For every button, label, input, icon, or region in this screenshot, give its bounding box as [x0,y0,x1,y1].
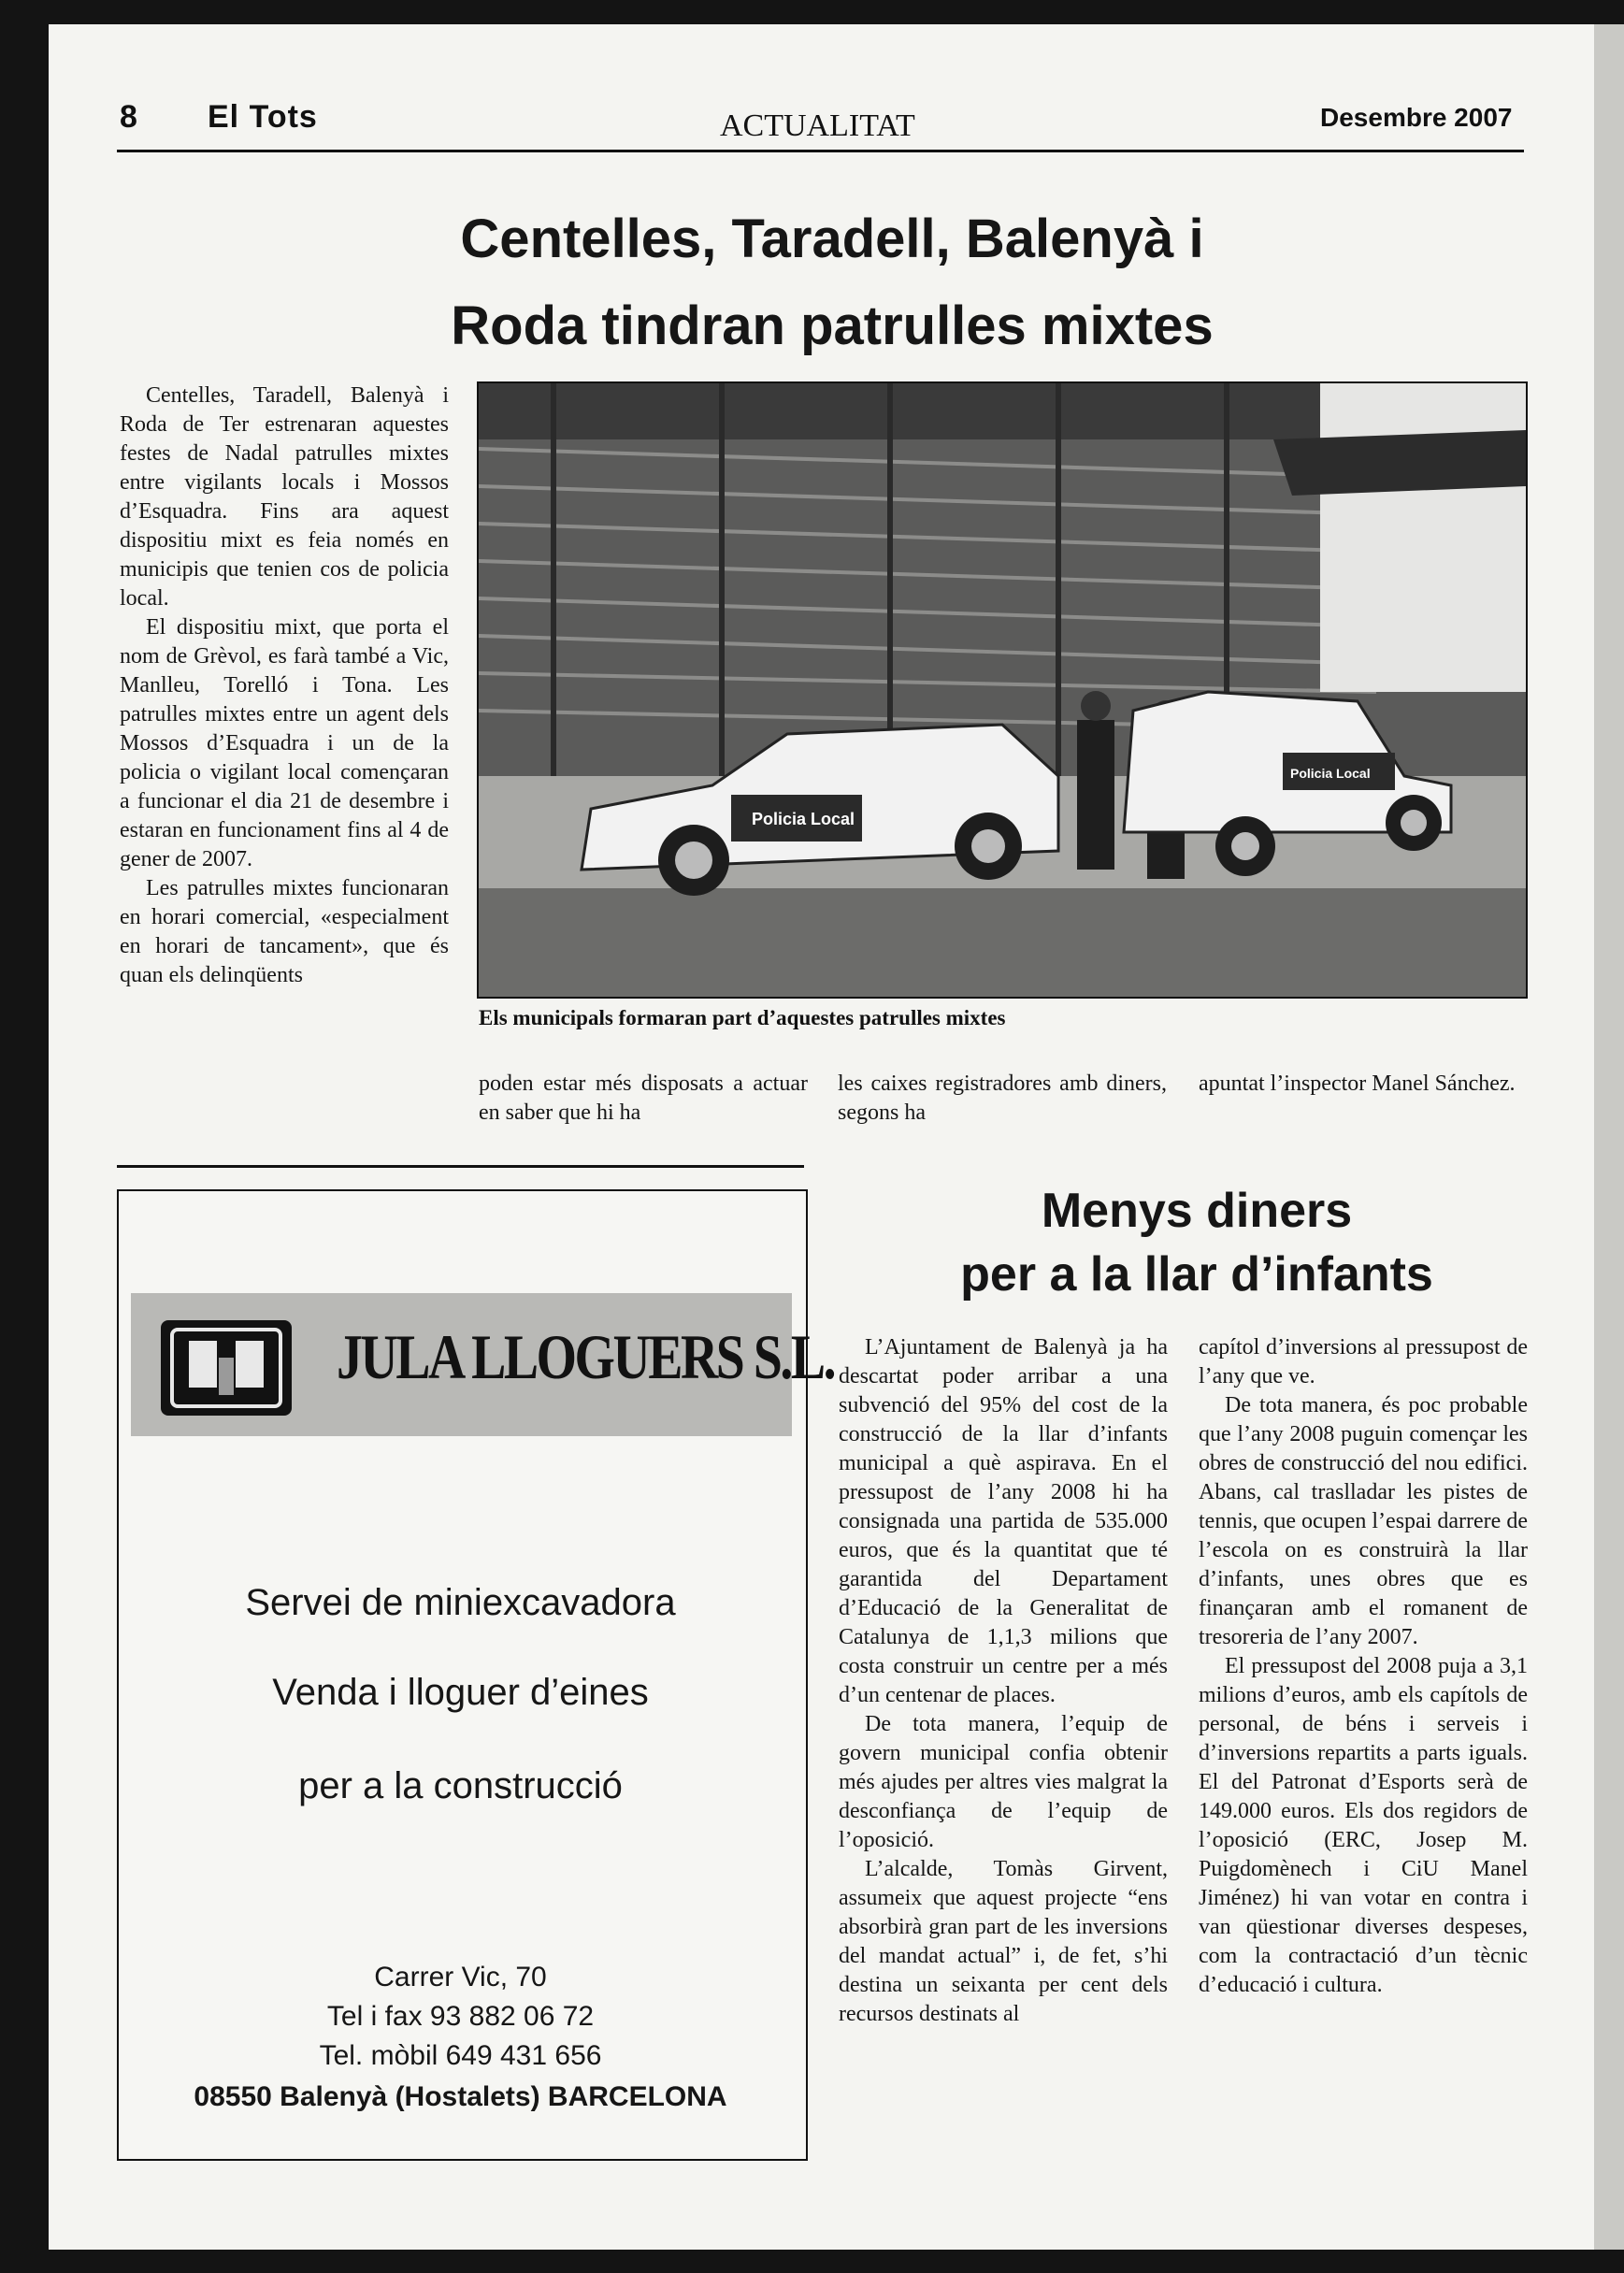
logo-graphic [161,1320,292,1416]
ad-mobile: Tel. mòbil 649 431 656 [319,2040,602,2071]
header-rule [117,150,1524,152]
paragraph: De tota manera, l’equip de govern municipal confia obtenir més ajudes per altres vies malgrat la desconfiança de l’equip de l’oposició. [839,1712,1168,1852]
paragraph: De tota manera, és poc probable que l’any 2008 puguin començar les obres de construcció del nou edifici. Abans, cal traslladar les pistes de tennis, que ocupen l’espai darrere de l’escola on es construirà la llar d’infants, unes obres que es finançaran amb el romanent de tresoreria de l’any 2007. [1199,1393,1528,1649]
paragraph: Les patrulles mixtes funcionaran en horari comercial, «especialment en horari de tancament», que és quan els delinqüents [120,876,449,987]
paragraph: poden estar més disposats a actuar en saber que hi ha [479,1072,808,1125]
company-logo [161,1320,292,1416]
ad-service-line: Servei de miniexcavadora [245,1582,676,1623]
headline-line-2: Roda tindran patrulles mixtes [451,295,1214,356]
article-column-1 [120,381,449,990]
page-number: 8 [120,99,137,135]
paragraph: El pressupost del 2008 puja a 3,1 milions d’euros, amb els capítols de personal, de béns i serveis i d’inversions repartits a parts iguals. El del Patronat d’Esports serà de 149.000 euros. Els dos regidors de l’oposició (ERC, Josep M. Puigdomènech i CiU Manel Jiménez) hi van votar en contra i van qüestionar diverses despeses, com la contractació d’un tècnic d’educació i cultura. [1199,1654,1528,1997]
paragraph: les caixes registradores amb diners, segons ha [838,1072,1167,1125]
ad-service-line: Venda i lloguer d’eines [272,1672,649,1713]
ad-address: Carrer Vic, 70 [374,1962,547,1992]
car-label: Policia Local [752,810,855,828]
company-name: JULA LLOGUERS S.L. [337,1321,835,1392]
headline-line-2: per a la llar d’infants [960,1246,1433,1302]
publication-name: El Tots [208,99,318,135]
paragraph: L’Ajuntament de Balenyà ja ha descartat poder arribar a una subvenció del 95% del cost de la construcció de la llar d’infants municipal a què aspirava. En el pressupost de l’any 2008 hi ha consignada una partida de 535.000 euros, que és la quantitat que té garantida del Departament d’Educació de la Generalitat de Catalunya de 1,1,3 milions que costa construir un centre per a més d’un centenar de places. [839,1335,1168,1707]
paragraph: apuntat l’inspector Manel Sánchez. [1199,1072,1516,1096]
page-binding [1594,24,1624,2250]
ad-service-line: per a la construcció [298,1765,623,1806]
issue-date: Desembre 2007 [1320,103,1513,132]
article-column-2 [479,1070,808,1128]
article-column-4 [1199,1070,1528,1099]
article-headline-2 [898,1180,1496,1306]
police-patrol-photo [477,381,1528,999]
photo-caption: Els municipals formaran part d’aquestes patrulles mixtes [479,1006,1006,1029]
photo-illustration [479,383,1526,997]
article-column-3 [838,1070,1167,1128]
ad-city: 08550 Balenyà (Hostalets) BARCELONA [194,2081,727,2112]
headline-line-1: Centelles, Taradell, Balenyà i [460,209,1204,269]
paragraph: L’alcalde, Tomàs Girvent, assumeix que aquest projecte “ens absorbirà gran part de les inversions del mandat actual” i, de fet, s’hi destina un seixanta per cent dels recursos destinats al [839,1857,1168,2026]
paragraph: El dispositiu mixt, que porta el nom de Grèvol, es farà també a Vic, Manlleu, Torelló i Tona. Les patrulles mixtes entre un agent dels Mossos d’Esquadra i un de la policia o vigilant local començaran a funcionar el dia 21 de desembre i estaran en funcionament fins al 4 de gener de 2007. [120,615,449,871]
section-name: ACTUALITAT [720,108,915,143]
article2-column-1 [839,1333,1168,2029]
paragraph: capítol d’inversions al pressupost de l’any que ve. [1199,1335,1528,1388]
car-label: Policia Local [1290,766,1371,781]
article-headline [280,196,1384,370]
paragraph: Centelles, Taradell, Balenyà i Roda de Ter estrenaran aquestes festes de Nadal patrulles mixtes entre vigilants locals i Mossos d’Esquadra. Fins ara aquest dispositiu mixt es feia només en municipis que tenien cos de policia local. [120,383,449,611]
ad-phone: Tel i fax 93 882 06 72 [326,2001,595,2032]
article2-column-2 [1199,1333,1528,2000]
section-rule [117,1165,804,1168]
headline-line-1: Menys diners [1041,1184,1353,1238]
